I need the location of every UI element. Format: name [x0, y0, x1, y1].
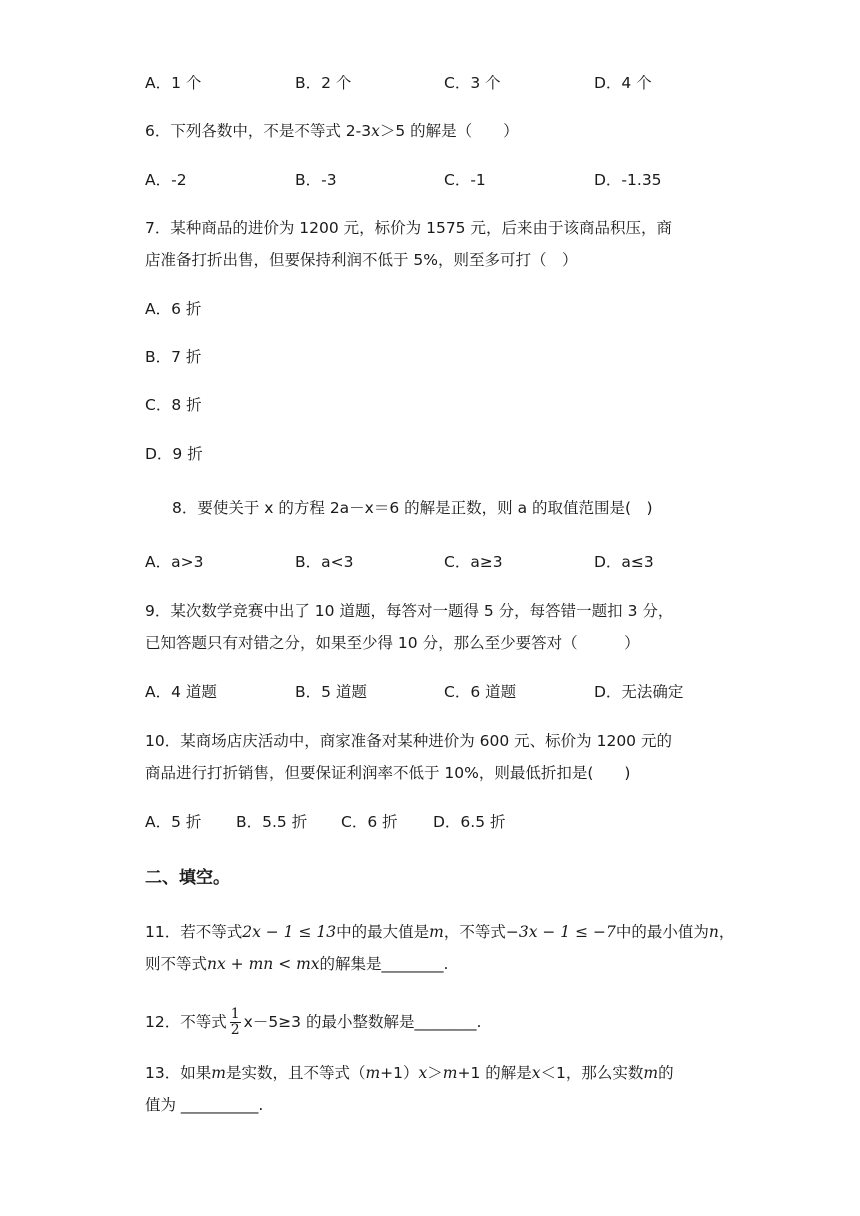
- q5-option-b: B．2 个: [295, 74, 352, 92]
- q11-stem-line2: 则不等式nx + mn < mx的解集是________.: [145, 955, 449, 973]
- q8-option-a: A．a>3: [145, 553, 204, 571]
- q8-option-c: C．a≥3: [444, 553, 503, 571]
- q9-stem-line2: 已知答题只有对错之分，如果至少得 10 分，那么至少要答对（ ）: [145, 634, 640, 652]
- q10-option-b: B．5.5 折: [236, 813, 308, 831]
- q10-option-a: A．5 折: [145, 813, 202, 831]
- q10-stem-line2: 商品进行打折销售，但要保证利润率不低于 10%，则最低折扣是( ): [145, 764, 631, 782]
- q9-stem-line1: 9．某次数学竞赛中出了 10 道题，每答对一题得 5 分，每答错一题扣 3 分，: [145, 602, 674, 620]
- q8-option-b: B．a<3: [295, 553, 354, 571]
- q9-option-c: C．6 道题: [444, 683, 517, 701]
- q7-option-d: D．9 折: [145, 445, 203, 463]
- q5-option-c: C．3 个: [444, 74, 501, 92]
- q10-option-d: D．6.5 折: [433, 813, 506, 831]
- q11-inequality-2: −3x − 1 ≤ −7: [505, 923, 616, 941]
- q5-option-a: A．1 个: [145, 74, 202, 92]
- q9-option-b: B．5 道题: [295, 683, 367, 701]
- q7-option-c: C．8 折: [145, 396, 202, 414]
- q7-stem-line2: 店准备打折出售，但要保持利润不低于 5%，则至多可打（ ）: [145, 251, 578, 269]
- q12-fraction: $\frac{1}{2}$: [230, 1006, 240, 1038]
- q5-option-d: D．4 个: [594, 74, 652, 92]
- q7-option-b: B．7 折: [145, 348, 202, 366]
- q11-inequality-3: nx + mn < mx: [207, 955, 320, 973]
- q10-stem-line1: 10．某商场店庆活动中，商家准备对某种进价为 600 元、标价为 1200 元的: [145, 732, 672, 750]
- q7-stem-line1: 7．某种商品的进价为 1200 元，标价为 1575 元，后来由于该商品积压，商: [145, 219, 672, 237]
- q6-option-a: A．-2: [145, 171, 187, 189]
- q11-inequality-1: 2x − 1 ≤ 13: [242, 923, 337, 941]
- q8-stem: 8．要使关于 x 的方程 2a－x＝6 的解是正数，则 a 的取值范围是( ): [172, 499, 653, 517]
- q13-stem-line2: 值为 __________.: [145, 1096, 264, 1114]
- q7-option-a: A．6 折: [145, 300, 202, 318]
- q9-option-a: A．4 道题: [145, 683, 217, 701]
- q8-option-d: D．a≤3: [594, 553, 654, 571]
- q9-option-d: D．无法确定: [594, 683, 684, 701]
- q12-stem: 12．不等式 $\frac{1}{2}$ x－5≥3 的最小整数解是________.: [145, 1006, 482, 1038]
- q13-stem-line1: 13．如果m是实数，且不等式（m+1）x＞m+1 的解是x＜1，那么实数m的: [145, 1064, 674, 1082]
- q6-option-b: B．-3: [295, 171, 337, 189]
- q11-stem-line1: 11．若不等式2x − 1 ≤ 13中的最大值是m，不等式−3x − 1 ≤ −7中的最小值为n，: [145, 923, 735, 941]
- q10-option-c: C．6 折: [341, 813, 398, 831]
- q6-stem: 6．下列各数中，不是不等式 2-3x＞5 的解是（ ）: [145, 122, 519, 140]
- q6-option-d: D．-1.35: [594, 171, 662, 189]
- q6-option-c: C．-1: [444, 171, 486, 189]
- section-title-fill-in: 二、填空。: [145, 868, 230, 888]
